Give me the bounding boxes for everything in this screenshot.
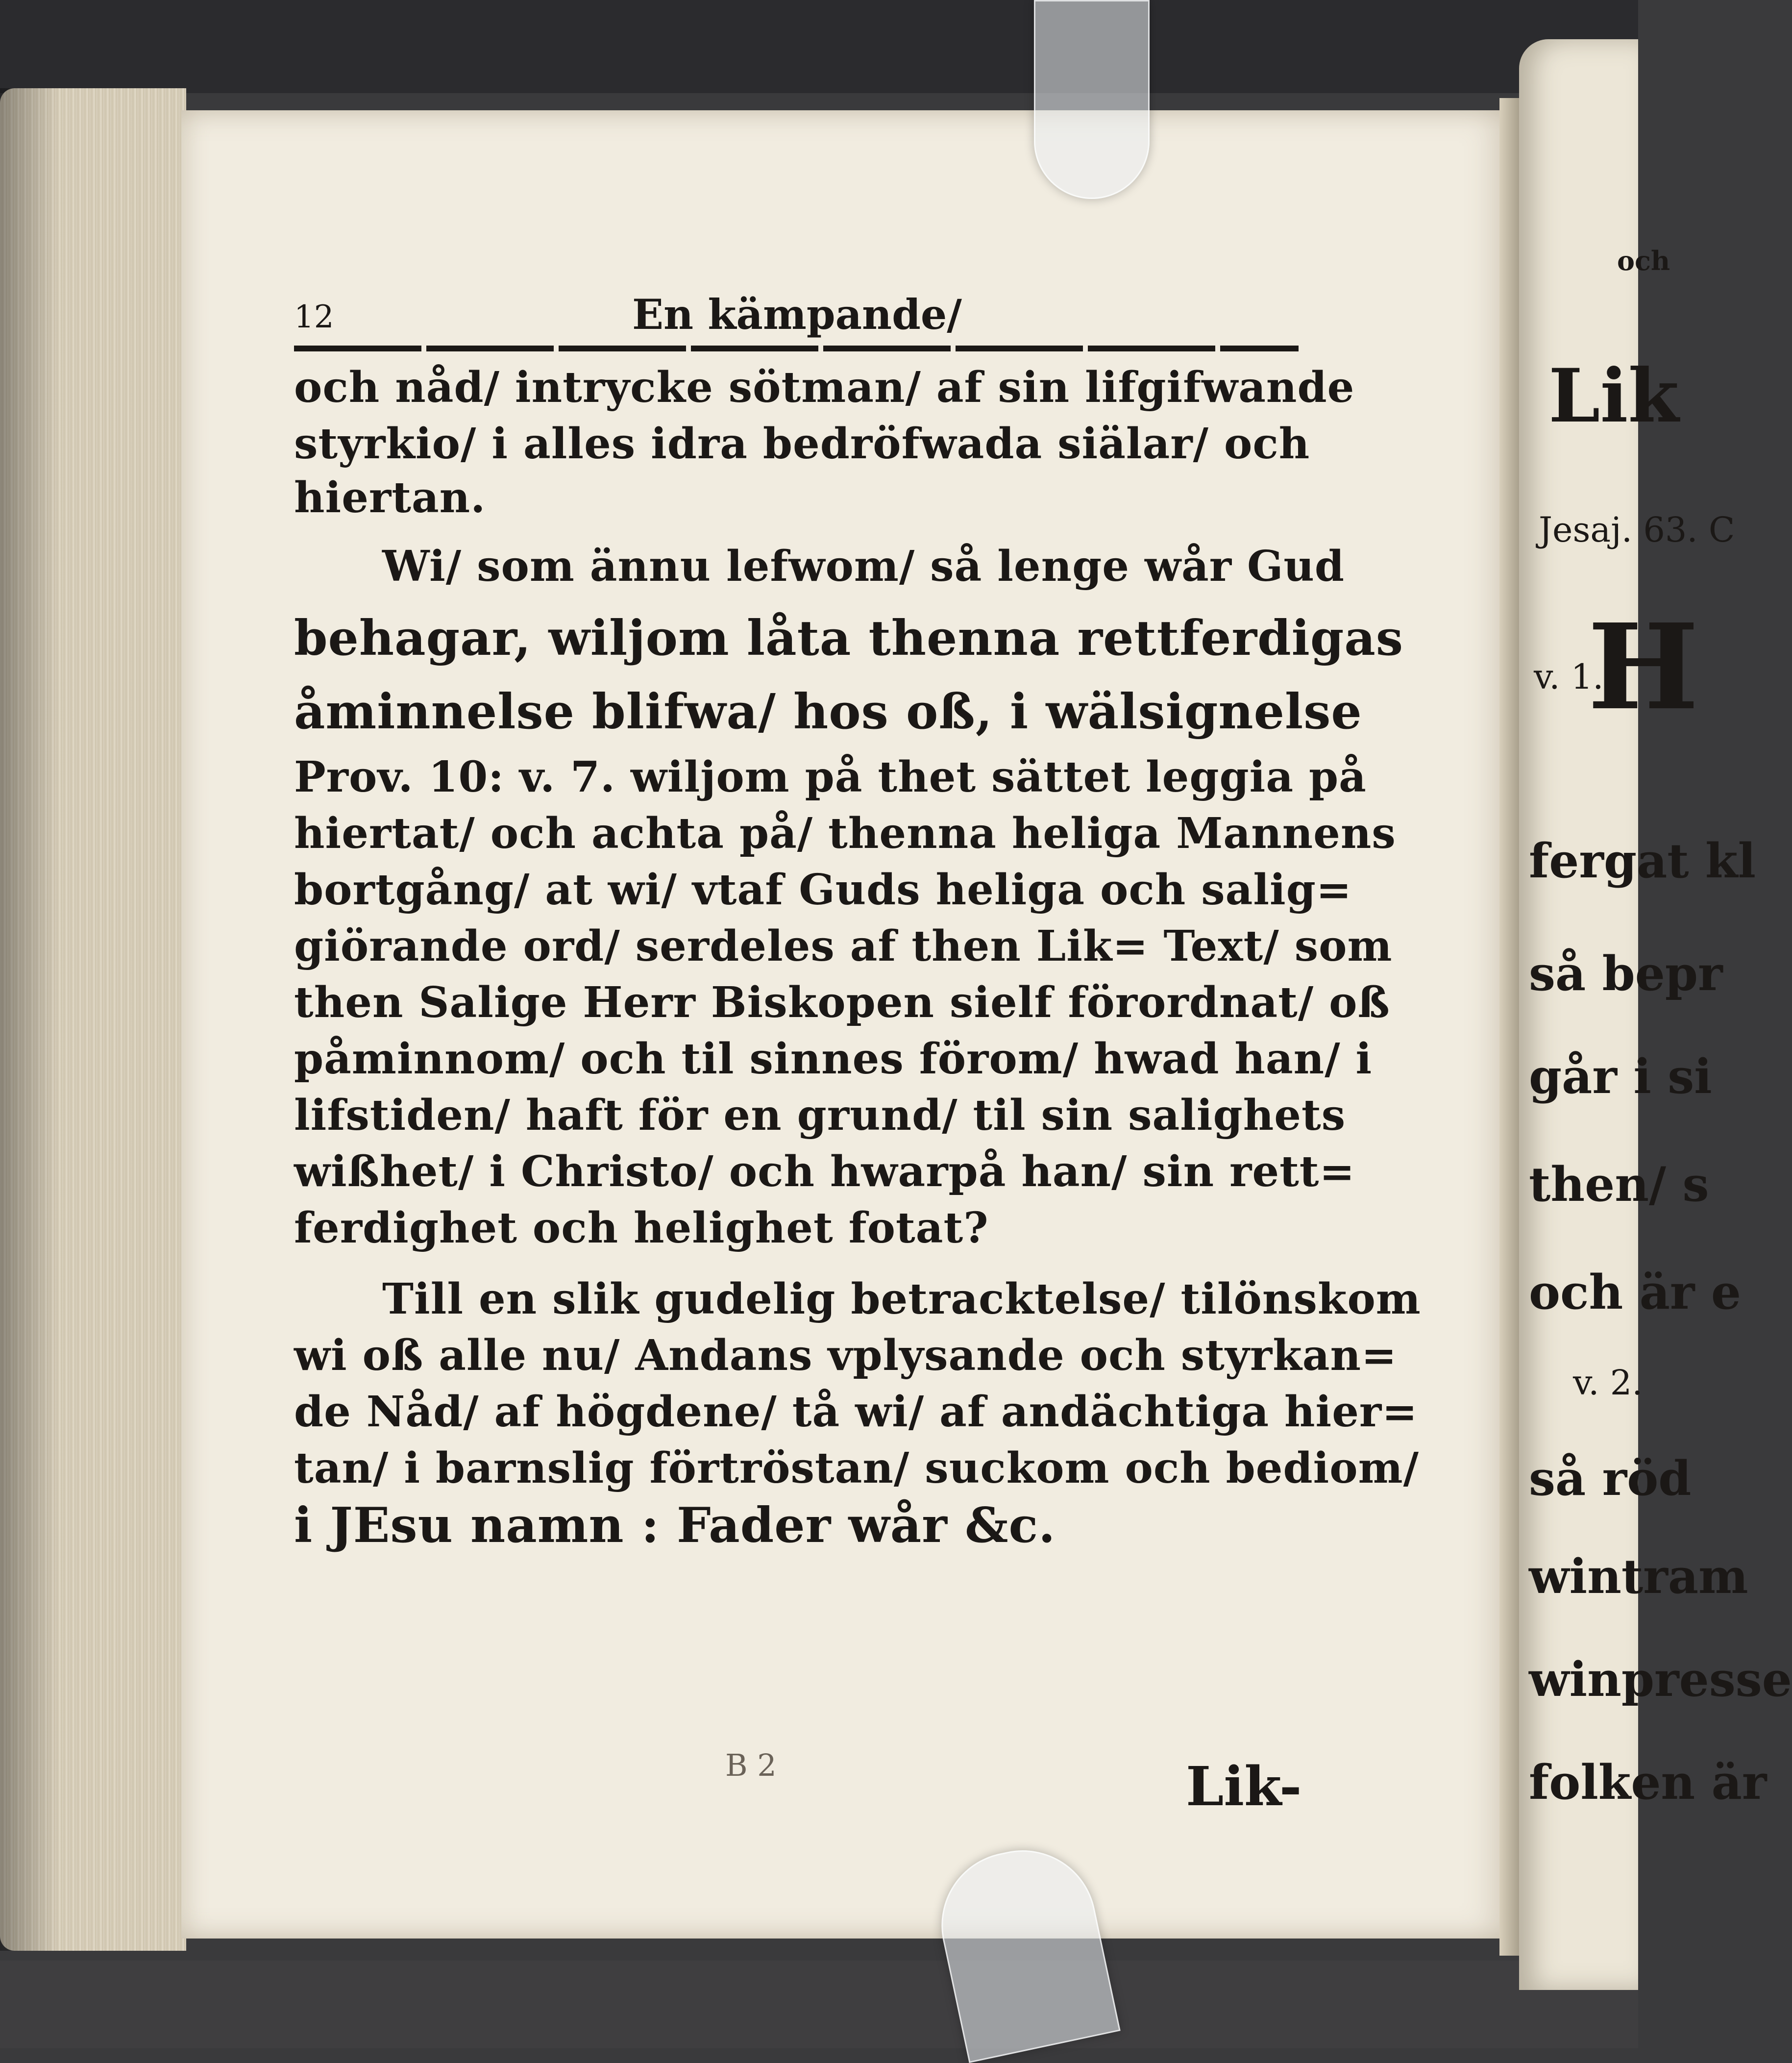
paragraph-start: Till en slik gudelig betracktelse/ tilönskom <box>382 1274 1421 1324</box>
text-line: wißhet/ i Christo/ och hwarpå han/ sin rett= <box>294 1147 1355 1196</box>
facing-fragment: Lik <box>1548 353 1679 439</box>
facing-fragment: så röd <box>1529 1451 1692 1506</box>
scan-backdrop-bottom <box>0 1961 1638 2048</box>
text-line-final: i JEsu namn : Fader wår &c. <box>294 1497 1056 1554</box>
text-line: hiertat/ och achta på/ thenna heliga Mannens <box>294 809 1396 858</box>
facing-fragment: wintram <box>1529 1549 1748 1604</box>
text-line: bortgång/ at wi/ vtaf Guds heliga och salig= <box>294 865 1352 915</box>
text-line: Prov. 10: v. 7. wiljom på thet sättet leggia på <box>294 752 1367 802</box>
facing-fragment: går i si <box>1529 1049 1712 1104</box>
facing-fragment: Jesaj. 63. C <box>1539 510 1735 550</box>
text-line: behagar, wiljom låta thenna rettferdigas <box>294 610 1404 667</box>
text-line: giörande ord/ serdeles af then Lik= Text/ som <box>294 921 1393 971</box>
text-line: tan/ i barnslig förtröstan/ suckom och bediom/ <box>294 1443 1420 1493</box>
running-head: En kämpande/ <box>632 290 962 339</box>
scan-backdrop-top <box>0 0 1638 93</box>
text-line: hiertan. <box>294 473 486 522</box>
text-line: then Salige Herr Biskopen sielf förordnat/ oß <box>294 978 1390 1027</box>
page-clip-top <box>1034 0 1150 199</box>
page-number: 12 <box>294 299 334 335</box>
text-line: ferdighet och helighet fotat? <box>294 1203 989 1253</box>
catchword: Lik- <box>1186 1755 1302 1818</box>
facing-fragment: v. 1. <box>1534 657 1604 697</box>
text-line: och nåd/ intrycke sötman/ af sin lifgifwande <box>294 363 1355 412</box>
facing-fragment: H <box>1588 598 1699 736</box>
facing-fragment: och är e <box>1529 1265 1741 1320</box>
signature-mark: B 2 <box>725 1747 777 1783</box>
header-rule <box>294 346 1299 351</box>
facing-fragment: så bepr <box>1529 946 1723 1001</box>
facing-fragment: och <box>1617 245 1670 276</box>
facing-fragment: v. 2. <box>1573 1363 1643 1403</box>
facing-fragment: fergat kl <box>1529 833 1756 889</box>
text-line: styrkio/ i alles idra bedröfwada siälar/ och <box>294 419 1310 469</box>
facing-fragment: folken är <box>1529 1755 1767 1810</box>
text-line: wi oß alle nu/ Andans vplysande och styrkan= <box>294 1331 1398 1380</box>
facing-fragment: winpresse <box>1529 1652 1792 1707</box>
text-line: de Nåd/ af högdene/ tå wi/ af andächtiga hier= <box>294 1387 1418 1437</box>
left-edges-shadow <box>0 88 59 1951</box>
text-line: åminnelse blifwa/ hos oß, i wälsignelse <box>294 684 1362 740</box>
text-line: påminnom/ och til sinnes förom/ hwad han/ i <box>294 1034 1373 1084</box>
facing-fragment: then/ s <box>1529 1157 1709 1212</box>
paragraph-start: Wi/ som ännu lefwom/ så lenge wår Gud <box>382 542 1345 591</box>
facing-page <box>1519 39 1792 1990</box>
text-line: lifstiden/ haft för en grund/ til sin salighets <box>294 1091 1346 1140</box>
